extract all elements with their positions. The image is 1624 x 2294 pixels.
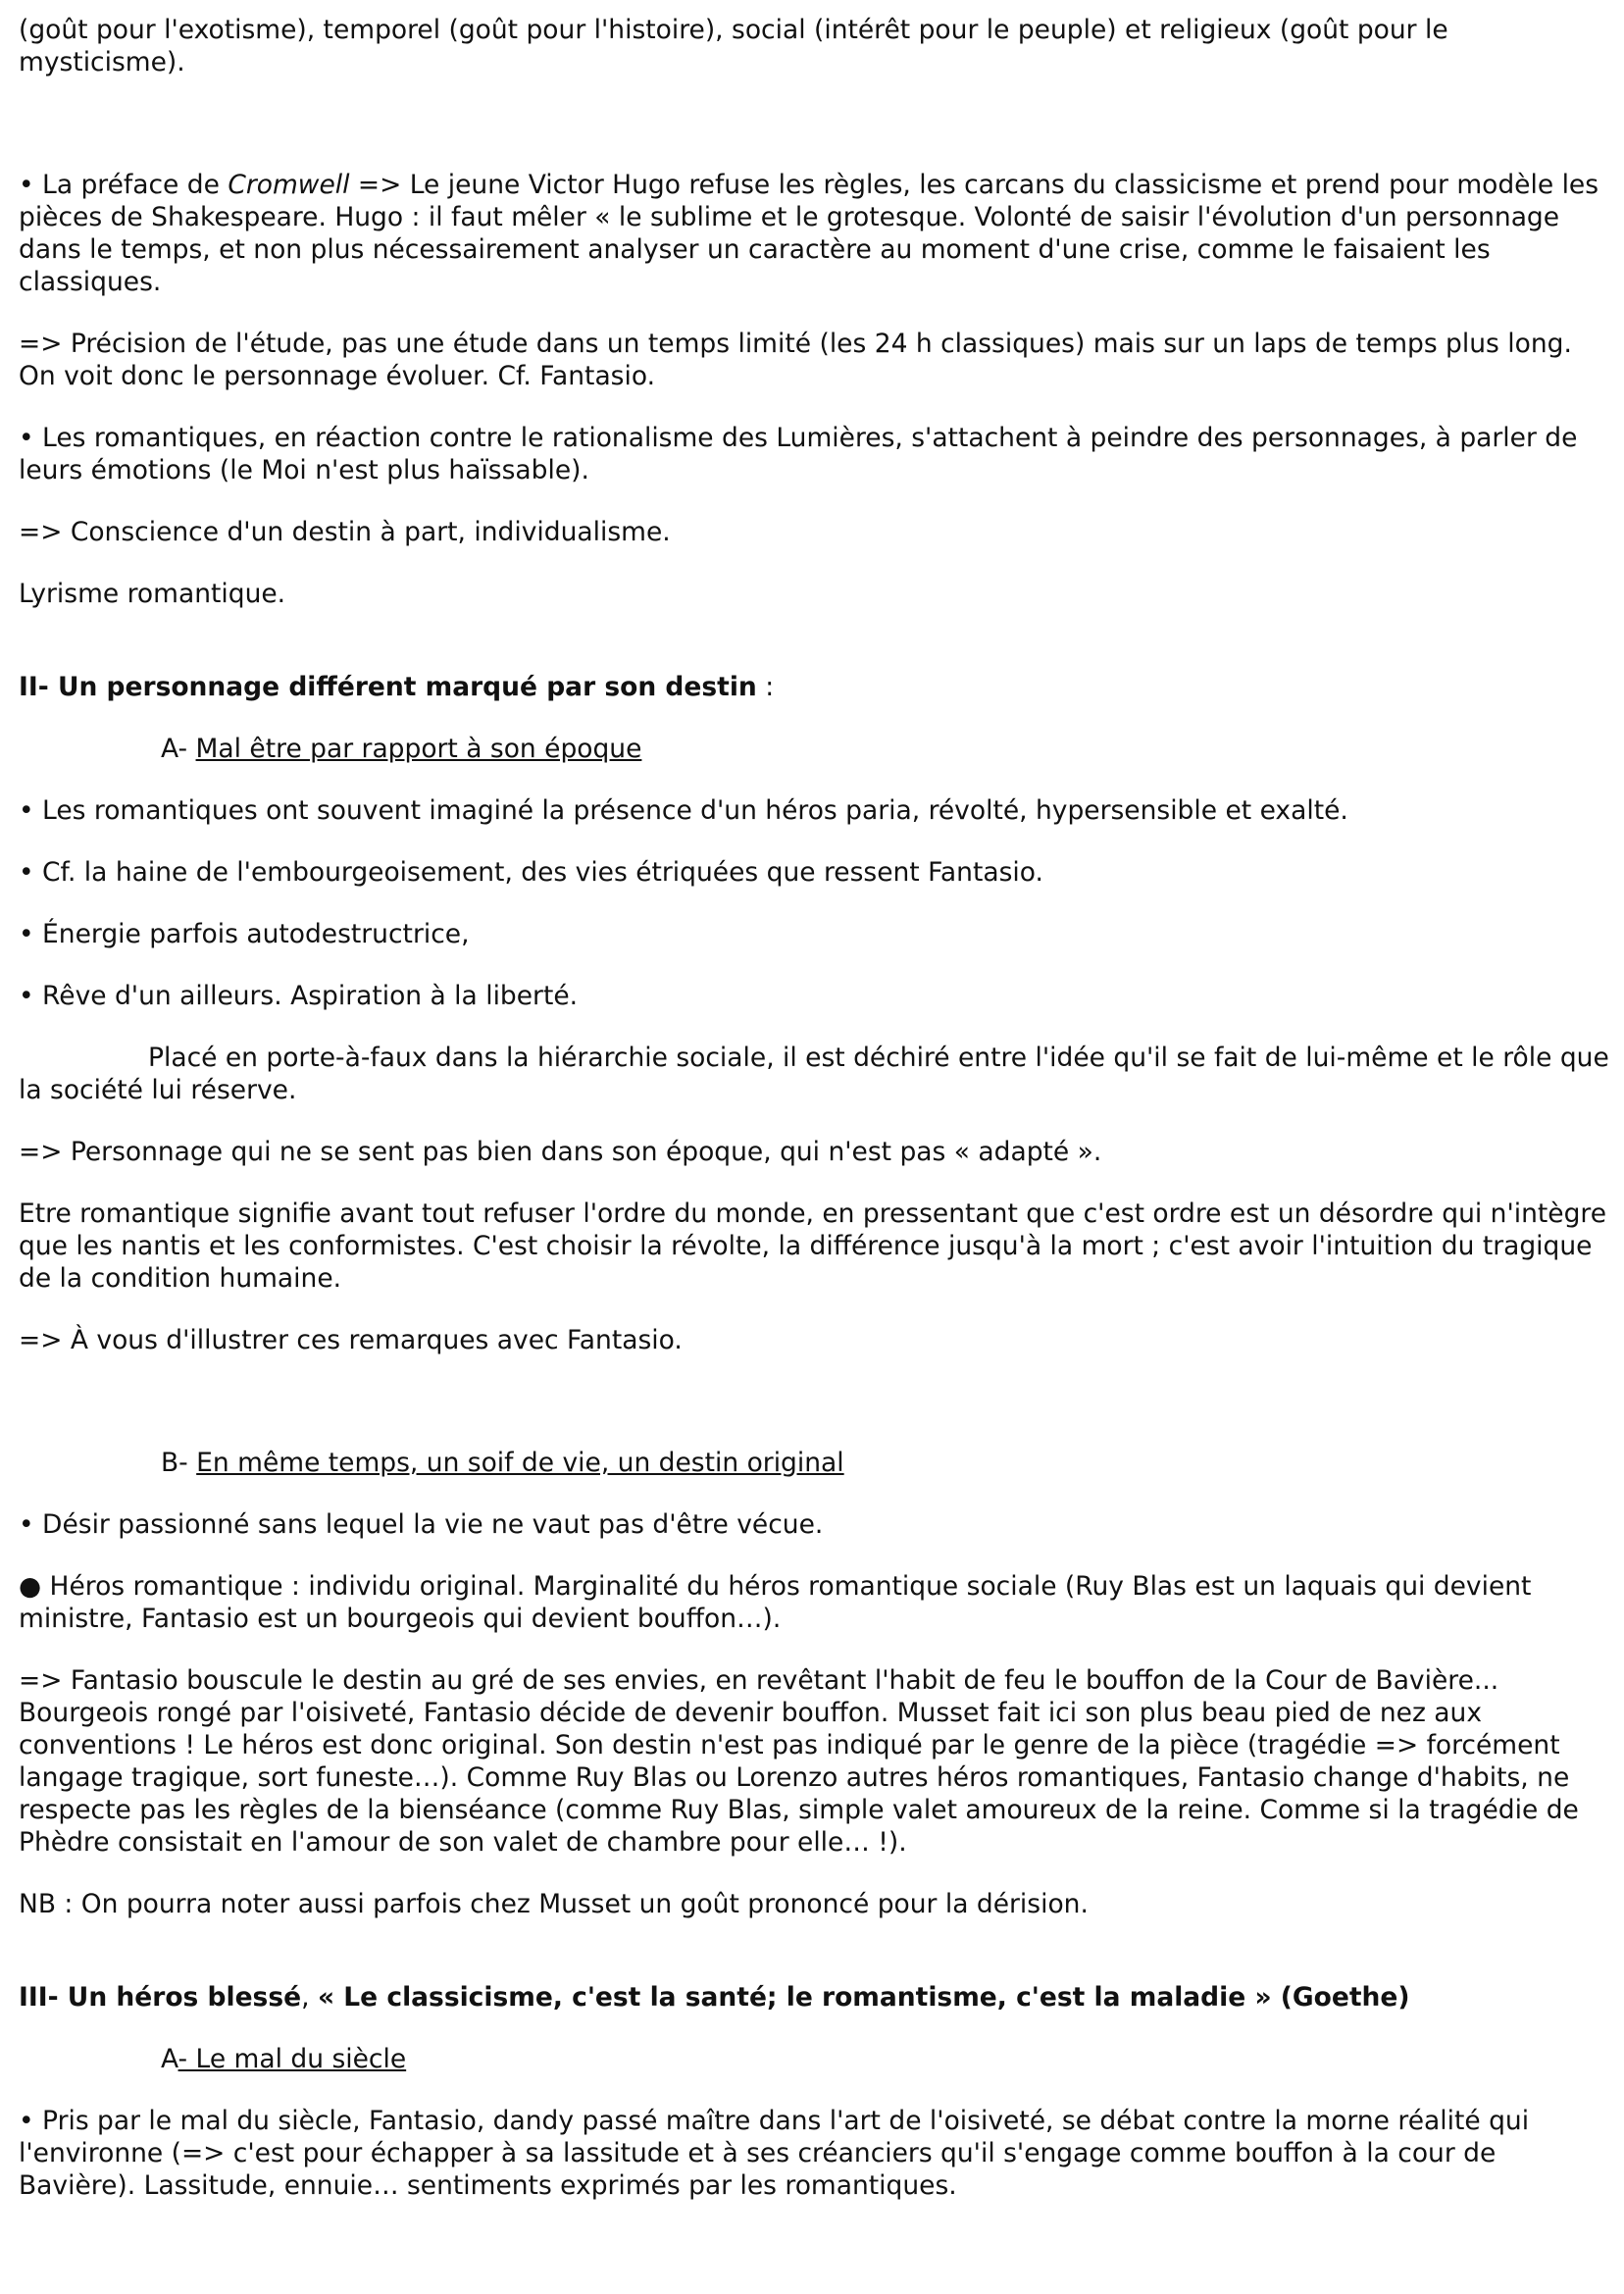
subheading-3a <box>161 2043 1612 2075</box>
paragraph-precision: => Précision de l'étude, pas une étude dans un temps limité (les 24 h classiques) mais sur un laps de temps plus long. On voit donc le personnage évoluer. Cf. Fantasio. <box>19 329 1572 391</box>
subheading-prefix: B- <box>161 1448 197 1478</box>
paragraph-porte-a-faux: Placé en porte-à-faux dans la hiérarchie sociale, il est déchiré entre l'idée qu'il se fait de lui-même et le rôle que la société lui réserve. <box>19 1043 1609 1105</box>
bullet-embourgeoisement: • Cf. la haine de l'embourgeoisement, des vies étriquées que ressent Fantasio. <box>19 857 1043 888</box>
heading-sep: , <box>301 1982 318 2013</box>
bullet-ailleurs: • Rêve d'un ailleurs. Aspiration à la liberté. <box>19 981 579 1011</box>
paragraph-lyrisme: Lyrisme romantique. <box>19 579 286 609</box>
bullet-heros-original: ● Héros romantique : individu original. Marginalité du héros romantique sociale (Ruy Blas est un laquais qui devient ministre, Fantasio est un bourgeois qui devient bouffon…). <box>19 1571 1532 1634</box>
heading-bold: III- Un héros blessé <box>19 1982 302 2013</box>
paragraph-conscience: => Conscience d'un destin à part, individualisme. <box>19 517 671 547</box>
section-heading-2 <box>19 671 1612 703</box>
subheading-2b <box>161 1447 1612 1479</box>
heading-rest: : <box>756 672 775 702</box>
italic-title: Cromwell <box>228 170 350 200</box>
subheading-prefix: A- <box>161 734 196 764</box>
subheading-prefix: A <box>161 2044 178 2074</box>
paragraph-illustrer: => À vous d'illustrer ces remarques avec Fantasio. <box>19 1325 683 1355</box>
paragraph-cromwell <box>19 169 1612 298</box>
paragraph-bouscule: => Fantasio bouscule le destin au gré de ses envies, en revêtant l'habit de feu le bouffon de la Cour de Bavière... Bourgeois rongé par l'oisiveté, Fantasio décide de devenir bouffon. Musset fait ici son plus beau pied de nez aux conventions ! Le héros est donc original. Son destin n'est pas indiqué par le genre de la pièce (tragédie => forcément langage tragique, sort funeste…). Comme Ruy Blas ou Lorenzo autres héros romantiques, Fantasio change d'habits, ne respecte pas les règles de la bienséance (comme Ruy Blas, simple valet amoureux de la reine. Comme si la tragédie de Phèdre consistait en l'amour de son valet de chambre pour elle… !). <box>19 1665 1579 1858</box>
section-heading-3 <box>19 1981 1612 2014</box>
heading-bold: II- Un personnage différent marqué par son destin <box>19 672 757 702</box>
paragraph-nb: NB : On pourra noter aussi parfois chez Musset un goût prononcé pour la dérision. <box>19 1889 1089 1919</box>
subheading-2a <box>161 733 1612 765</box>
paragraph-etre-romantique: Etre romantique signifie avant tout refuser l'ordre du monde, en pressentant que c'est ordre est un désordre qui n'intègre que les nantis et les conformistes. C'est choisir la révolte, la différence jusqu'à la mort ; c'est avoir l'intuition du tragique de la condition humaine. <box>19 1198 1607 1294</box>
bullet-desir: • Désir passionné sans lequel la vie ne vaut pas d'être vécue. <box>19 1509 824 1540</box>
bullet-energie: • Énergie parfois autodestructrice, <box>19 919 470 949</box>
paragraph-romantiques: • Les romantiques, en réaction contre le rationalisme des Lumières, s'attachent à peindre des personnages, à parler de leurs émotions (le Moi n'est plus haïssable). <box>19 423 1578 485</box>
document-page <box>19 14 1612 2231</box>
subheading-title: - Le mal du siècle <box>178 2044 407 2074</box>
paragraph-adapte: => Personnage qui ne se sent pas bien dans son époque, qui n'est pas « adapté ». <box>19 1137 1102 1167</box>
bullet-mal-du-siecle: • Pris par le mal du siècle, Fantasio, dandy passé maître dans l'art de l'oisiveté, se débat contre la morne réalité qui l'environne (=> c'est pour échapper à sa lassitude et à ses créanciers qu'il s'engage comme bouffon à la cour de Bavière). Lassitude, ennuie… sentiments exprimés par les romantiques. <box>19 2106 1530 2201</box>
subheading-title: En même temps, un soif de vie, un destin original <box>196 1448 844 1478</box>
text-run: • La préface de <box>19 170 228 200</box>
text-run: => Le jeune Victor Hugo refuse les règles, les carcans du classicisme et prend pour modèle les pièces de Shakespeare. Hugo : il faut mêler « le sublime et le grotesque. Volonté de saisir l'évolution d'un personnage dans le temps, et non plus nécessairement analyser un caractère au moment d'une crise, comme le faisaient les classiques. <box>19 170 1599 297</box>
subheading-title: Mal être par rapport à son époque <box>195 734 642 764</box>
paragraph-intro: (goût pour l'exotisme), temporel (goût pour l'histoire), social (intérêt pour le peuple) et religieux (goût pour le mysticisme). <box>19 15 1448 77</box>
heading-quote: « Le classicisme, c'est la santé; le romantisme, c'est la maladie » (Goethe) <box>317 1982 1410 2013</box>
bullet-paria: • Les romantiques ont souvent imaginé la présence d'un héros paria, révolté, hypersensible et exalté. <box>19 795 1348 826</box>
